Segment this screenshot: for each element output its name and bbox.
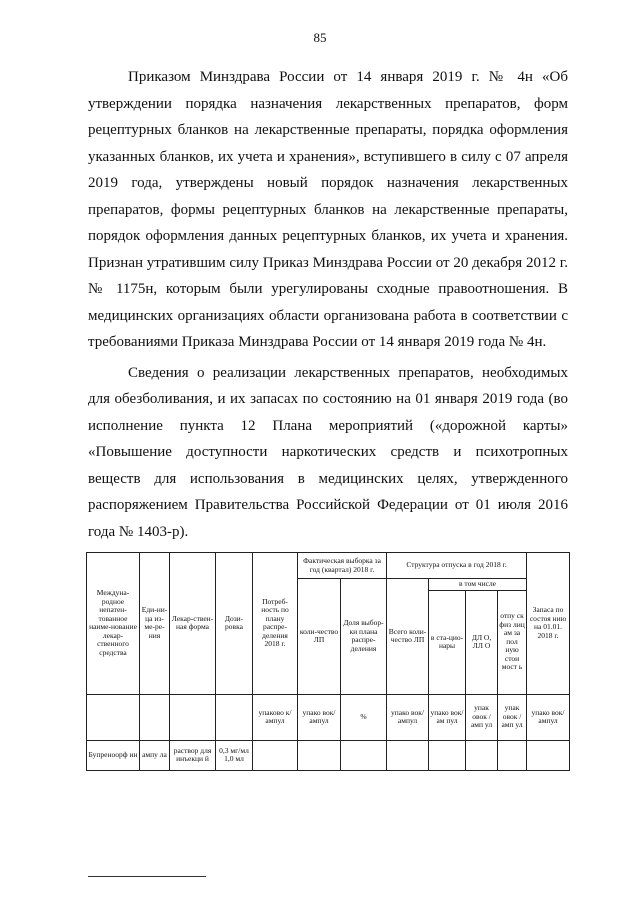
- cell-inn: Бупреноорф ин: [87, 740, 140, 770]
- body-text: [88, 64, 568, 545]
- units-inpatient: упако вок/ам пул: [429, 694, 466, 740]
- units-total: упако вок/ ампул: [387, 694, 429, 740]
- header-dose: Дози-ровка: [216, 553, 253, 695]
- paragraph-painkiller-supply: Сведения о реализации лекарственных препаратов, необходимых для обезболивания, и их запасах по состоянию на 01 января 2019 года (во исполнение пункта 12 Плана мероприятий («дорожной карты» «Повышение доступности наркотических средств и психотропных веществ для использования в медицинских целях, утвержденного распоряжением Правительства Российской Федерации от 01 июля 2016 года № 1403-р).: [88, 364, 568, 540]
- header-free: отпу ск физ лиц ам за пол ную стои мост ь: [498, 590, 527, 694]
- cell-dose: 0,3 мг/мл 1,0 мл: [216, 740, 253, 770]
- header-actual-share: Доля выбор-ки плана распре-деления: [341, 579, 387, 695]
- table-row: [87, 740, 570, 770]
- drug-supply-table: [86, 552, 570, 771]
- units-row: [87, 694, 570, 740]
- header-actual-qty: коли-чество ЛП: [298, 579, 341, 695]
- header-form: Лекар-ствен-ная форма: [170, 553, 216, 695]
- header-actual-group: Фактическая выборка за год (квартал) 2018 г.: [298, 553, 387, 579]
- units-need: упаково к/ ампул: [253, 694, 298, 740]
- header-need: Потреб-ность по плану распре-деления 2018 г.: [253, 553, 298, 695]
- paragraph-order-4n: Приказом Минздрава России от 14 января 2019 г. № 4н «Об утверждении порядка назначения лекарственных препаратов, форм рецептурных бланков на лекарственные препараты, порядка оформления указанных бланков, их учета и хранения», вступившего в силу с 07 апреля 2019 года, утверждены новый порядок назначения лекарственных препаратов, формы рецептурных бланков на лекарственные препараты, порядок оформления данных рецептурных бланков, их учета и хранения. Признан утратившим силу Приказ Минздрава России от 20 декабря 2012 г. № 1175н, которым были урегулированы сходные правоотношения. В медицинских организациях области организована работа в соответствии с требованиями Приказа Минздрава России от 14 января 2019 года № 4н.: [88, 69, 568, 350]
- units-dlo: упак овок /амп ул: [466, 694, 498, 740]
- header-structure-group: Структура отпуска в год 2018 г.: [387, 553, 527, 579]
- header-unit: Еди-ни-ца из-ме-ре-ния: [140, 553, 170, 695]
- header-inn: Междуна-родное непатен-тованное наиме-нование лекар-ственного средства: [87, 553, 140, 695]
- page-number: 85: [313, 30, 327, 45]
- units-actual-qty: упако вок/ ампул: [298, 694, 341, 740]
- units-stock: упако вок/ ампул: [527, 694, 570, 740]
- units-actual-share: %: [341, 694, 387, 740]
- units-free: упак овок / амп ул: [498, 694, 527, 740]
- header-dlo: ДЛ О, ЛЛ О: [466, 590, 498, 694]
- cell-unit: ампу ла: [140, 740, 170, 770]
- cell-form: раствор для инъекци й: [170, 740, 216, 770]
- header-total: Всего коли-чество ЛП: [387, 579, 429, 695]
- footnote-divider: [88, 876, 206, 877]
- header-inpatient: в ста-цио-нары: [429, 590, 466, 694]
- header-incl: в том числе: [429, 579, 527, 591]
- header-stock: Запаса по состоя нию на 01.01. 2018 г.: [527, 553, 570, 695]
